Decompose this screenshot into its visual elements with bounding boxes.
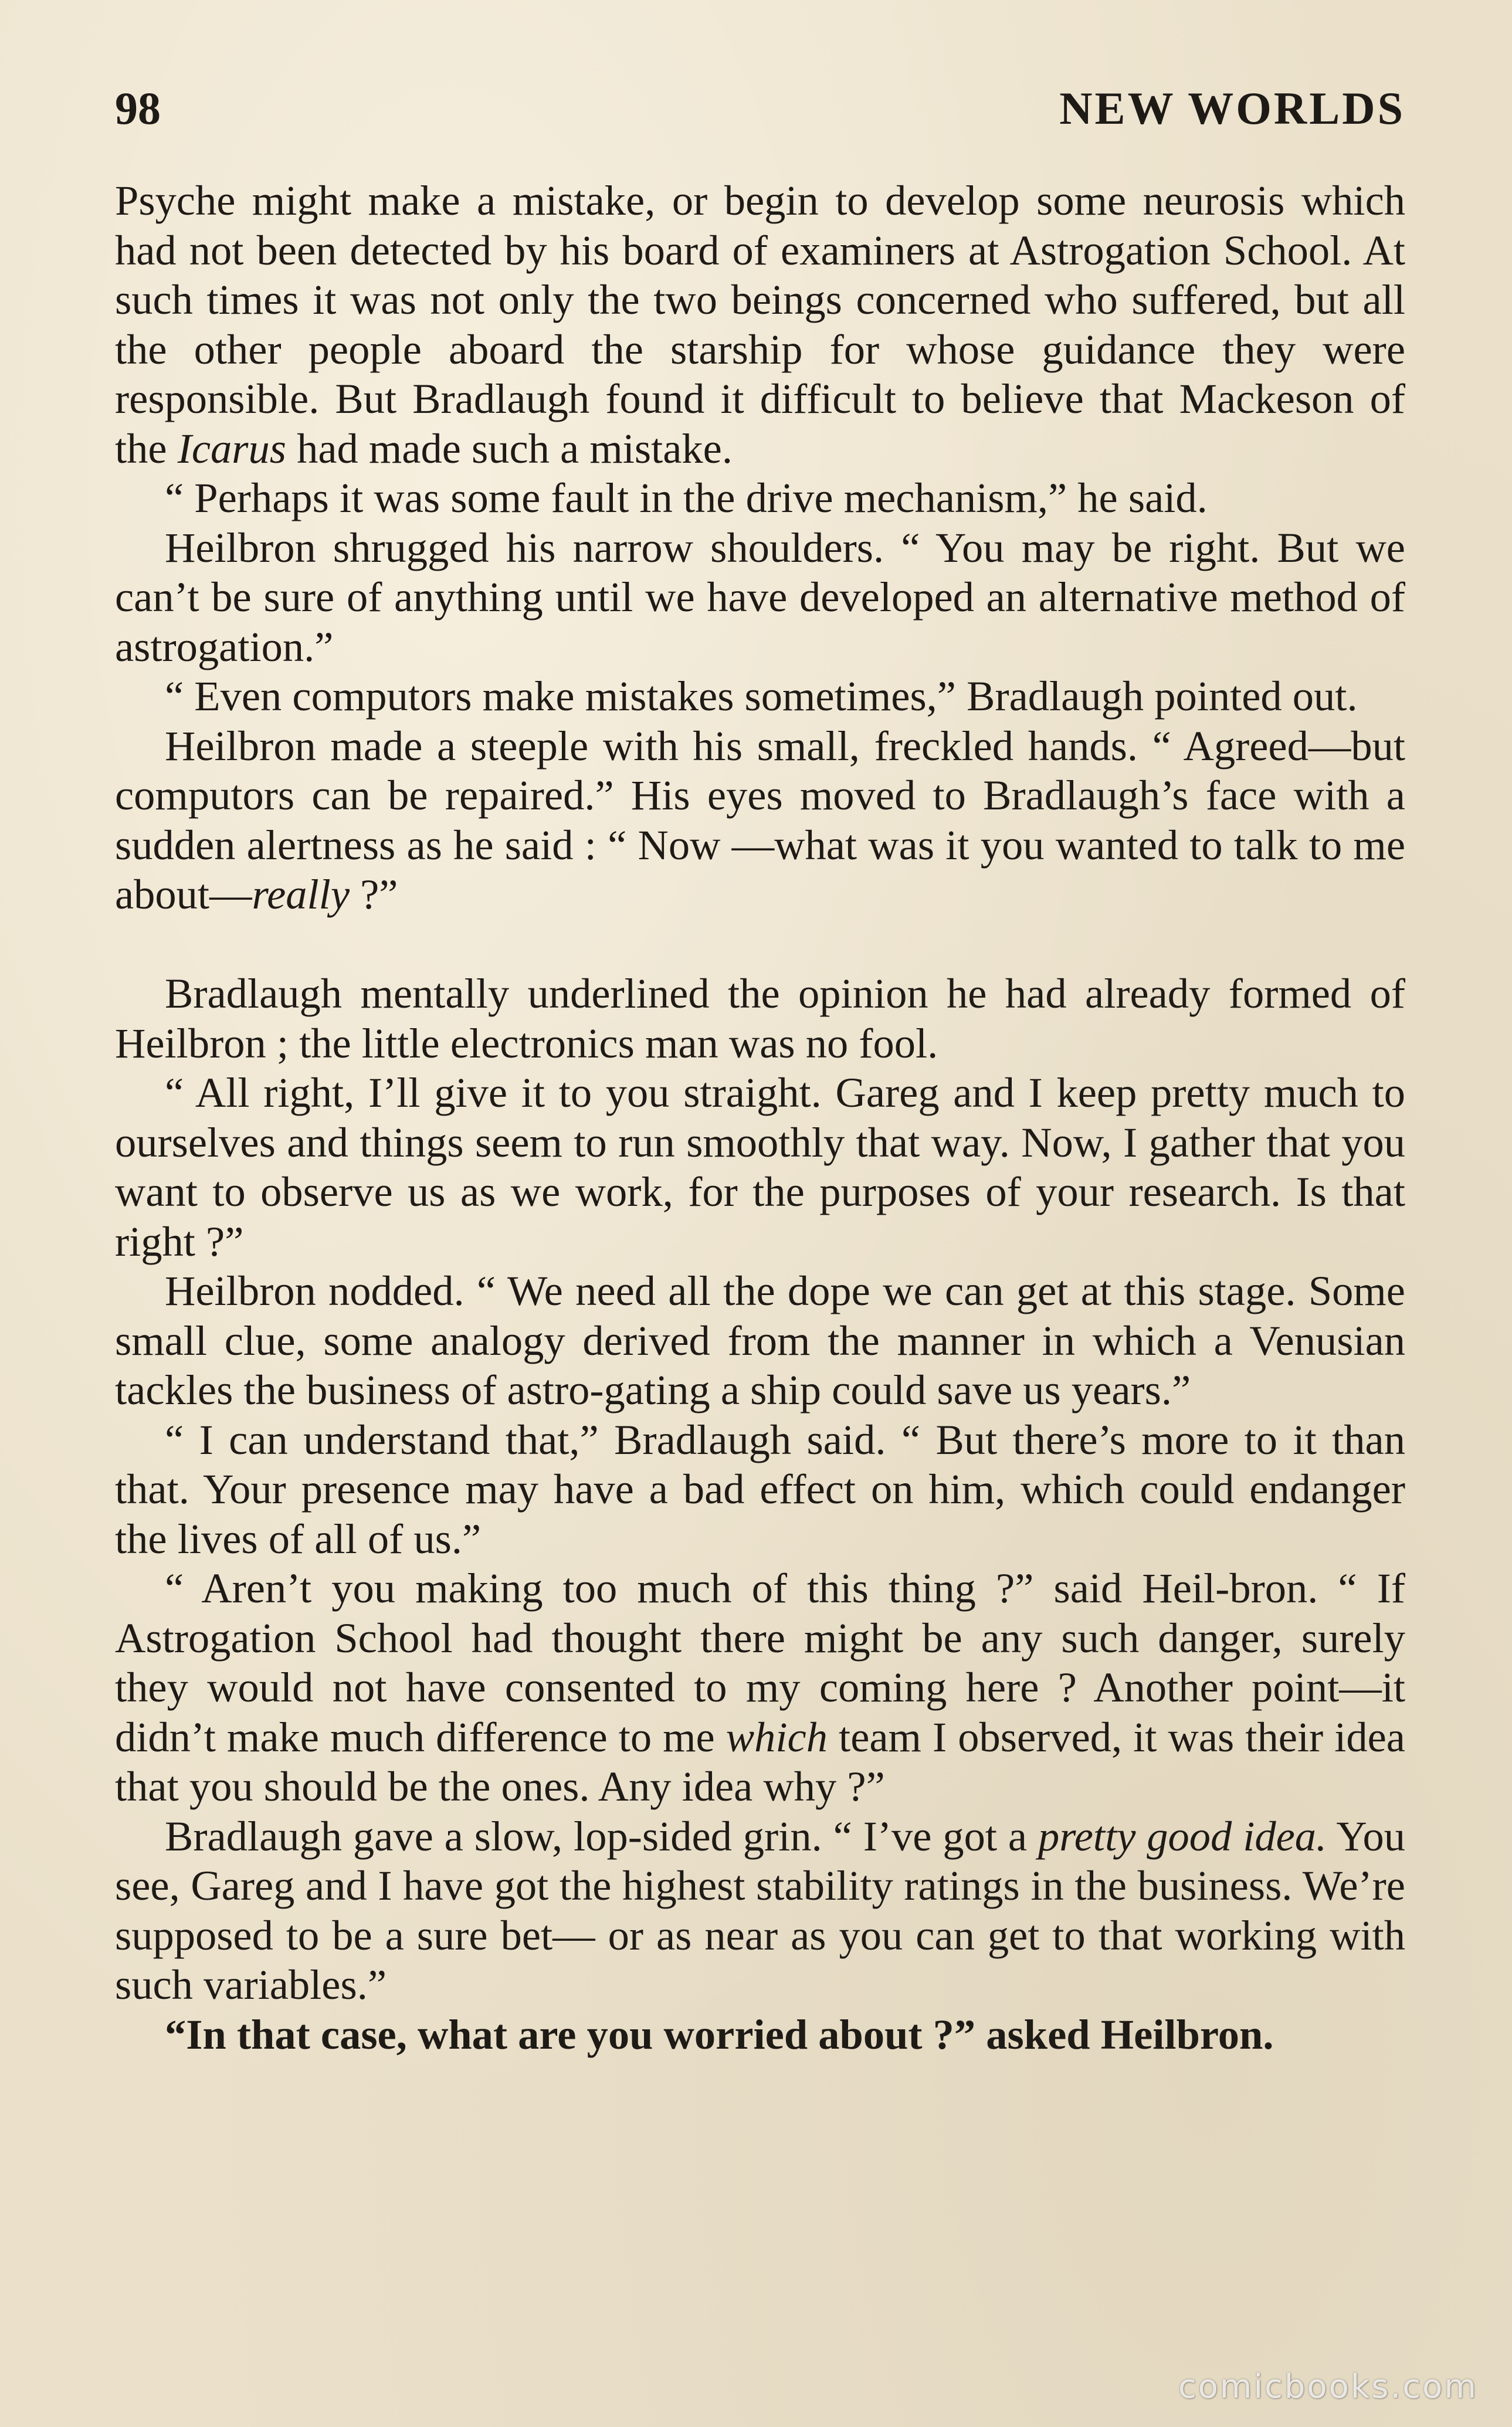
- paragraph: [115, 1415, 1405, 1564]
- text-run: Bradlaugh mentally underlined the opinion he had already formed of Heilbron ; the little electronics man was no fool.: [115, 970, 1405, 1067]
- paragraph: [115, 1068, 1405, 1266]
- paragraph: [115, 473, 1405, 523]
- text-run: Bradlaugh gave a slow, lop-sided grin. “ I’ve got a: [165, 1812, 1038, 1860]
- paragraph: [115, 721, 1405, 920]
- text-run: Heilbron nodded. “ We need all the dope we can get at this stage. Some small clue, some analogy derived from the manner in which a Venusian tackles the business of astro-gating a ship could save us years.”: [115, 1267, 1405, 1414]
- text-run: Heilbron made a steeple with his small, freckled hands. “ Agreed—but computors can be repaired.” His eyes moved to Bradlaugh’s face with a sudden alertness as he said : “ Now —what was it you wanted to talk to me about—: [115, 721, 1405, 918]
- italic-run: really: [252, 870, 350, 918]
- paragraph: [115, 1266, 1405, 1415]
- text-run: “ Even computors make mistakes sometimes,” Bradlaugh pointed out.: [165, 672, 1358, 720]
- paragraph: [115, 523, 1405, 672]
- text-run: ?”: [350, 870, 398, 918]
- paragraph: [115, 1564, 1405, 1812]
- page-number: 98: [115, 83, 161, 134]
- text-run: Heilbron shrugged his narrow shoulders. “ You may be right. But we can’t be sure of anything until we have developed an alternative method of astrogation.”: [115, 523, 1405, 670]
- text-run: “ Aren’t you making too much of this thing ?” said Heil-bron. “ If Astrogation School had thought there might be any such danger, surely they would not have consented to my coming here ? Another point—it didn’t make much difference to me: [115, 1564, 1405, 1761]
- italic-run: Icarus: [177, 424, 286, 472]
- paragraph: [115, 1812, 1405, 2010]
- paragraph: [115, 176, 1405, 473]
- text-run: had made such a mistake.: [286, 424, 733, 472]
- paragraph: [115, 969, 1405, 1068]
- page-header: [115, 82, 1405, 135]
- text-run: “ Perhaps it was some fault in the drive mechanism,” he said.: [165, 474, 1208, 521]
- paragraph: [115, 2010, 1405, 2060]
- italic-run: which: [726, 1713, 828, 1761]
- text-run: “ All right, I’ll give it to you straight. Gareg and I keep pretty much to ourselves and things seem to run smoothly that way. Now, I gather that you want to observe us as we work, for the purposes of your research. Is that right ?”: [115, 1069, 1405, 1265]
- text-run: team I observed, it was their idea that you should be the ones. Any idea why ?”: [115, 1713, 1405, 1810]
- running-title: NEW WORLDS: [1059, 83, 1405, 134]
- watermark: comicbooks.com: [1178, 2368, 1478, 2406]
- text-run: You see, Gareg and I have got the highest stability ratings in the business. We’re supposed to be a sure bet— or as near as you can get to that working with such variables.”: [115, 1812, 1405, 2008]
- italic-run: pretty good idea.: [1038, 1812, 1327, 1860]
- text-run: “ I can understand that,” Bradlaugh said. “ But there’s more to it than that. Your presence may have a bad effect on him, which could endanger the lives of all of us.”: [115, 1415, 1405, 1562]
- section-break: [115, 920, 1405, 970]
- text-run: Psyche might make a mistake, or begin to develop some neurosis which had not been detected by his board of examiners at Astrogation School. At such times it was not only the two beings concerned who suffered, but all the other people aboard the starship for whose guidance they were responsible. But Bradlaugh found it difficult to believe that Mackeson of the: [115, 177, 1405, 472]
- story-text: [115, 176, 1405, 2059]
- text-run: “In that case, what are you worried about ?” asked Heilbron.: [165, 2010, 1274, 2058]
- paragraph: [115, 672, 1405, 721]
